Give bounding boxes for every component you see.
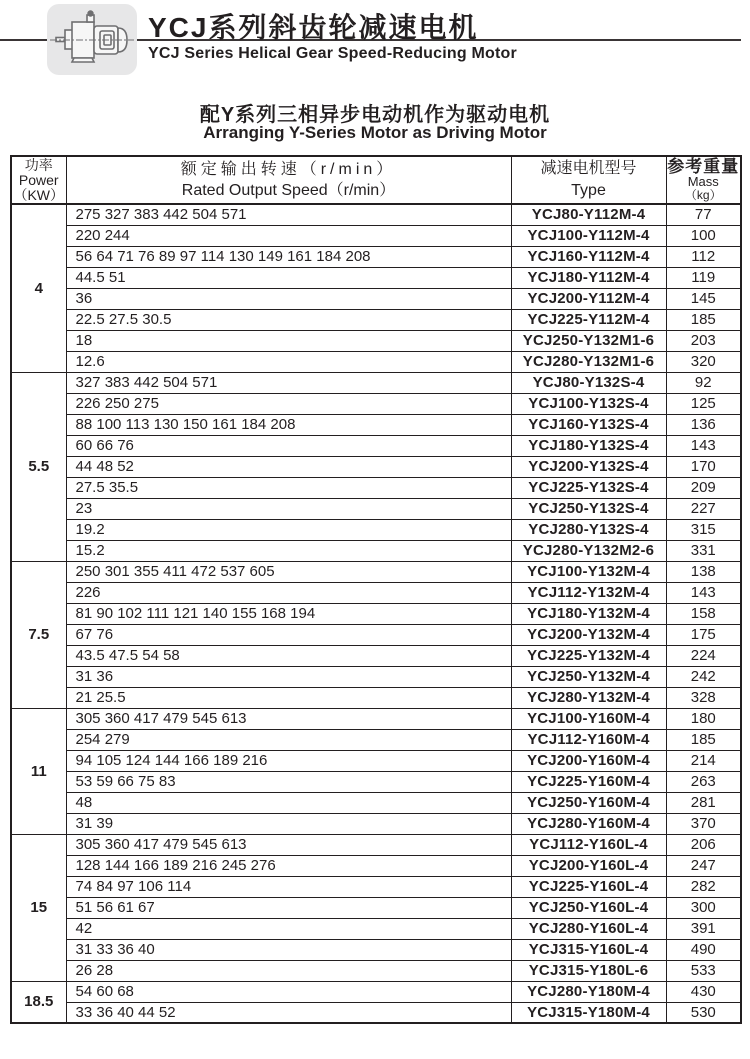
speed-cell: 19.2 [66, 519, 511, 540]
table-row [11, 477, 741, 498]
speed-cell: 42 [66, 918, 511, 939]
mass-cell: 263 [666, 771, 741, 792]
spec-table [10, 155, 742, 1024]
power-header-en: Power [18, 171, 59, 188]
table-row [11, 645, 741, 666]
table-row [11, 939, 741, 960]
type-cell: YCJ160-Y132S-4 [511, 414, 666, 435]
type-cell: YCJ315-Y180M-4 [511, 1002, 666, 1023]
gear-motor-icon [47, 4, 137, 75]
power-cell: 4 [11, 204, 66, 372]
speed-cell: 67 76 [66, 624, 511, 645]
power-header-unit: （KW） [13, 186, 65, 203]
type-header-en: Type [571, 182, 606, 199]
table-row [11, 393, 741, 414]
table-row [11, 372, 741, 393]
mass-cell: 214 [666, 750, 741, 771]
type-cell: YCJ100-Y132M-4 [511, 561, 666, 582]
table-row [11, 414, 741, 435]
table-row [11, 750, 741, 771]
table-row [11, 519, 741, 540]
speed-cell: 53 59 66 75 83 [66, 771, 511, 792]
type-cell: YCJ200-Y160M-4 [511, 750, 666, 771]
mass-cell: 138 [666, 561, 741, 582]
speed-cell: 31 33 36 40 [66, 939, 511, 960]
mass-cell: 328 [666, 687, 741, 708]
speed-cell: 254 279 [66, 729, 511, 750]
power-cell: 5.5 [11, 372, 66, 561]
table-header-row [11, 156, 741, 204]
type-cell: YCJ315-Y160L-4 [511, 939, 666, 960]
power-header-zh: 功率 [24, 156, 53, 173]
table-row [11, 561, 741, 582]
mass-cell: 530 [666, 1002, 741, 1023]
mass-cell: 315 [666, 519, 741, 540]
type-cell: YCJ280-Y132M-4 [511, 687, 666, 708]
type-cell: YCJ280-Y132M1-6 [511, 351, 666, 372]
speed-cell: 56 64 71 76 89 97 114 130 149 161 184 208 [66, 246, 511, 267]
speed-header-zh: 额定输出转速（r/min） [180, 161, 397, 178]
table-row [11, 834, 741, 855]
speed-cell: 54 60 68 [66, 981, 511, 1002]
speed-cell: 12.6 [66, 351, 511, 372]
type-cell: YCJ80-Y112M-4 [511, 204, 666, 225]
table-row [11, 267, 741, 288]
speed-cell: 23 [66, 498, 511, 519]
mass-cell: 490 [666, 939, 741, 960]
type-cell: YCJ225-Y112M-4 [511, 309, 666, 330]
speed-cell: 226 [66, 582, 511, 603]
type-cell: YCJ225-Y160M-4 [511, 771, 666, 792]
speed-header-en: Rated Output Speed（r/min） [181, 182, 396, 199]
table-row [11, 246, 741, 267]
table-body [11, 204, 741, 1023]
type-cell: YCJ112-Y132M-4 [511, 582, 666, 603]
type-cell: YCJ280-Y160L-4 [511, 918, 666, 939]
type-cell: YCJ250-Y132M-4 [511, 666, 666, 687]
speed-cell: 15.2 [66, 540, 511, 561]
type-cell: YCJ200-Y160L-4 [511, 855, 666, 876]
type-cell: YCJ200-Y132S-4 [511, 456, 666, 477]
type-cell: YCJ250-Y132M1-6 [511, 330, 666, 351]
mass-cell: 136 [666, 414, 741, 435]
col-header-power [11, 156, 66, 204]
mass-header-zh: 参考重量 [667, 157, 740, 176]
type-cell: YCJ112-Y160L-4 [511, 834, 666, 855]
type-cell: YCJ225-Y132S-4 [511, 477, 666, 498]
mass-cell: 125 [666, 393, 741, 414]
table-row [11, 981, 741, 1002]
speed-cell: 22.5 27.5 30.5 [66, 309, 511, 330]
mass-cell: 185 [666, 309, 741, 330]
table-row [11, 540, 741, 561]
table-row [11, 603, 741, 624]
speed-cell: 43.5 47.5 54 58 [66, 645, 511, 666]
mass-cell: 77 [666, 204, 741, 225]
type-cell: YCJ100-Y112M-4 [511, 225, 666, 246]
power-cell: 7.5 [11, 561, 66, 708]
mass-cell: 391 [666, 918, 741, 939]
table-row [11, 309, 741, 330]
table-row [11, 792, 741, 813]
type-cell: YCJ100-Y132S-4 [511, 393, 666, 414]
type-cell: YCJ280-Y132M2-6 [511, 540, 666, 561]
table-row [11, 351, 741, 372]
type-cell: YCJ225-Y132M-4 [511, 645, 666, 666]
mass-cell: 242 [666, 666, 741, 687]
type-cell: YCJ180-Y132M-4 [511, 603, 666, 624]
type-cell: YCJ250-Y160M-4 [511, 792, 666, 813]
table-row [11, 897, 741, 918]
mass-cell: 206 [666, 834, 741, 855]
type-cell: YCJ280-Y180M-4 [511, 981, 666, 1002]
mass-cell: 281 [666, 792, 741, 813]
speed-cell: 27.5 35.5 [66, 477, 511, 498]
mass-cell: 282 [666, 876, 741, 897]
mass-cell: 331 [666, 540, 741, 561]
table-row [11, 204, 741, 225]
table-row [11, 960, 741, 981]
power-cell: 15 [11, 834, 66, 981]
type-cell: YCJ200-Y132M-4 [511, 624, 666, 645]
speed-cell: 51 56 61 67 [66, 897, 511, 918]
speed-cell: 305 360 417 479 545 613 [66, 834, 511, 855]
mass-header-unit: （kg） [684, 188, 722, 202]
speed-cell: 44 48 52 [66, 456, 511, 477]
mass-cell: 430 [666, 981, 741, 1002]
mass-cell: 370 [666, 813, 741, 834]
table-row [11, 771, 741, 792]
mass-cell: 170 [666, 456, 741, 477]
mass-cell: 112 [666, 246, 741, 267]
speed-cell: 21 25.5 [66, 687, 511, 708]
type-cell: YCJ180-Y132S-4 [511, 435, 666, 456]
table-row [11, 288, 741, 309]
table-row [11, 498, 741, 519]
speed-cell: 275 327 383 442 504 571 [66, 204, 511, 225]
mass-cell: 224 [666, 645, 741, 666]
section-title-en: Arranging Y-Series Motor as Driving Motor [203, 123, 547, 142]
mass-cell: 180 [666, 708, 741, 729]
speed-cell: 36 [66, 288, 511, 309]
table-row [11, 624, 741, 645]
mass-cell: 209 [666, 477, 741, 498]
type-cell: YCJ250-Y160L-4 [511, 897, 666, 918]
power-cell: 18.5 [11, 981, 66, 1023]
table-row [11, 456, 741, 477]
speed-cell: 305 360 417 479 545 613 [66, 708, 511, 729]
type-header-zh: 减速电机型号 [540, 160, 637, 177]
mass-cell: 175 [666, 624, 741, 645]
speed-cell: 33 36 40 44 52 [66, 1002, 511, 1023]
speed-cell: 18 [66, 330, 511, 351]
speed-cell: 226 250 275 [66, 393, 511, 414]
type-cell: YCJ315-Y180L-6 [511, 960, 666, 981]
mass-cell: 158 [666, 603, 741, 624]
mass-header-en: Mass [687, 174, 719, 189]
speed-cell: 60 66 76 [66, 435, 511, 456]
speed-cell: 128 144 166 189 216 245 276 [66, 855, 511, 876]
col-header-speed [66, 156, 511, 204]
type-cell: YCJ80-Y132S-4 [511, 372, 666, 393]
speed-cell: 31 36 [66, 666, 511, 687]
mass-cell: 185 [666, 729, 741, 750]
table-row [11, 1002, 741, 1023]
mass-cell: 143 [666, 435, 741, 456]
mass-cell: 100 [666, 225, 741, 246]
speed-cell: 48 [66, 792, 511, 813]
type-cell: YCJ180-Y112M-4 [511, 267, 666, 288]
speed-cell: 220 244 [66, 225, 511, 246]
table-row [11, 876, 741, 897]
section-title-zh: 配Y系列三相异步电动机作为驱动电机 [199, 104, 551, 126]
speed-cell: 327 383 442 504 571 [66, 372, 511, 393]
type-cell: YCJ160-Y112M-4 [511, 246, 666, 267]
type-cell: YCJ112-Y160M-4 [511, 729, 666, 750]
page-subtitle: YCJ Series Helical Gear Speed-Reducing Motor [148, 45, 517, 62]
mass-cell: 203 [666, 330, 741, 351]
speed-cell: 250 301 355 411 472 537 605 [66, 561, 511, 582]
speed-cell: 44.5 51 [66, 267, 511, 288]
type-cell: YCJ225-Y160L-4 [511, 876, 666, 897]
type-cell: YCJ250-Y132S-4 [511, 498, 666, 519]
table-row [11, 687, 741, 708]
speed-cell: 31 39 [66, 813, 511, 834]
mass-cell: 145 [666, 288, 741, 309]
table-row [11, 918, 741, 939]
type-cell: YCJ280-Y160M-4 [511, 813, 666, 834]
table-row [11, 813, 741, 834]
mass-cell: 533 [666, 960, 741, 981]
speed-cell: 26 28 [66, 960, 511, 981]
speed-cell: 94 105 124 144 166 189 216 [66, 750, 511, 771]
mass-cell: 227 [666, 498, 741, 519]
mass-cell: 143 [666, 582, 741, 603]
table-row [11, 666, 741, 687]
table-row [11, 330, 741, 351]
mass-cell: 300 [666, 897, 741, 918]
speed-cell: 81 90 102 111 121 140 155 168 194 [66, 603, 511, 624]
speed-cell: 74 84 97 106 114 [66, 876, 511, 897]
power-cell: 11 [11, 708, 66, 834]
table-row [11, 225, 741, 246]
page-title: YCJ系列斜齿轮减速电机 [148, 12, 479, 43]
type-cell: YCJ100-Y160M-4 [511, 708, 666, 729]
speed-cell: 88 100 113 130 150 161 184 208 [66, 414, 511, 435]
type-cell: YCJ200-Y112M-4 [511, 288, 666, 309]
table-row [11, 435, 741, 456]
type-cell: YCJ280-Y132S-4 [511, 519, 666, 540]
col-header-type [511, 156, 666, 204]
table-row [11, 708, 741, 729]
mass-cell: 92 [666, 372, 741, 393]
mass-cell: 247 [666, 855, 741, 876]
mass-cell: 320 [666, 351, 741, 372]
table-row [11, 729, 741, 750]
table-row [11, 855, 741, 876]
mass-cell: 119 [666, 267, 741, 288]
table-row [11, 582, 741, 603]
col-header-mass [666, 156, 741, 204]
